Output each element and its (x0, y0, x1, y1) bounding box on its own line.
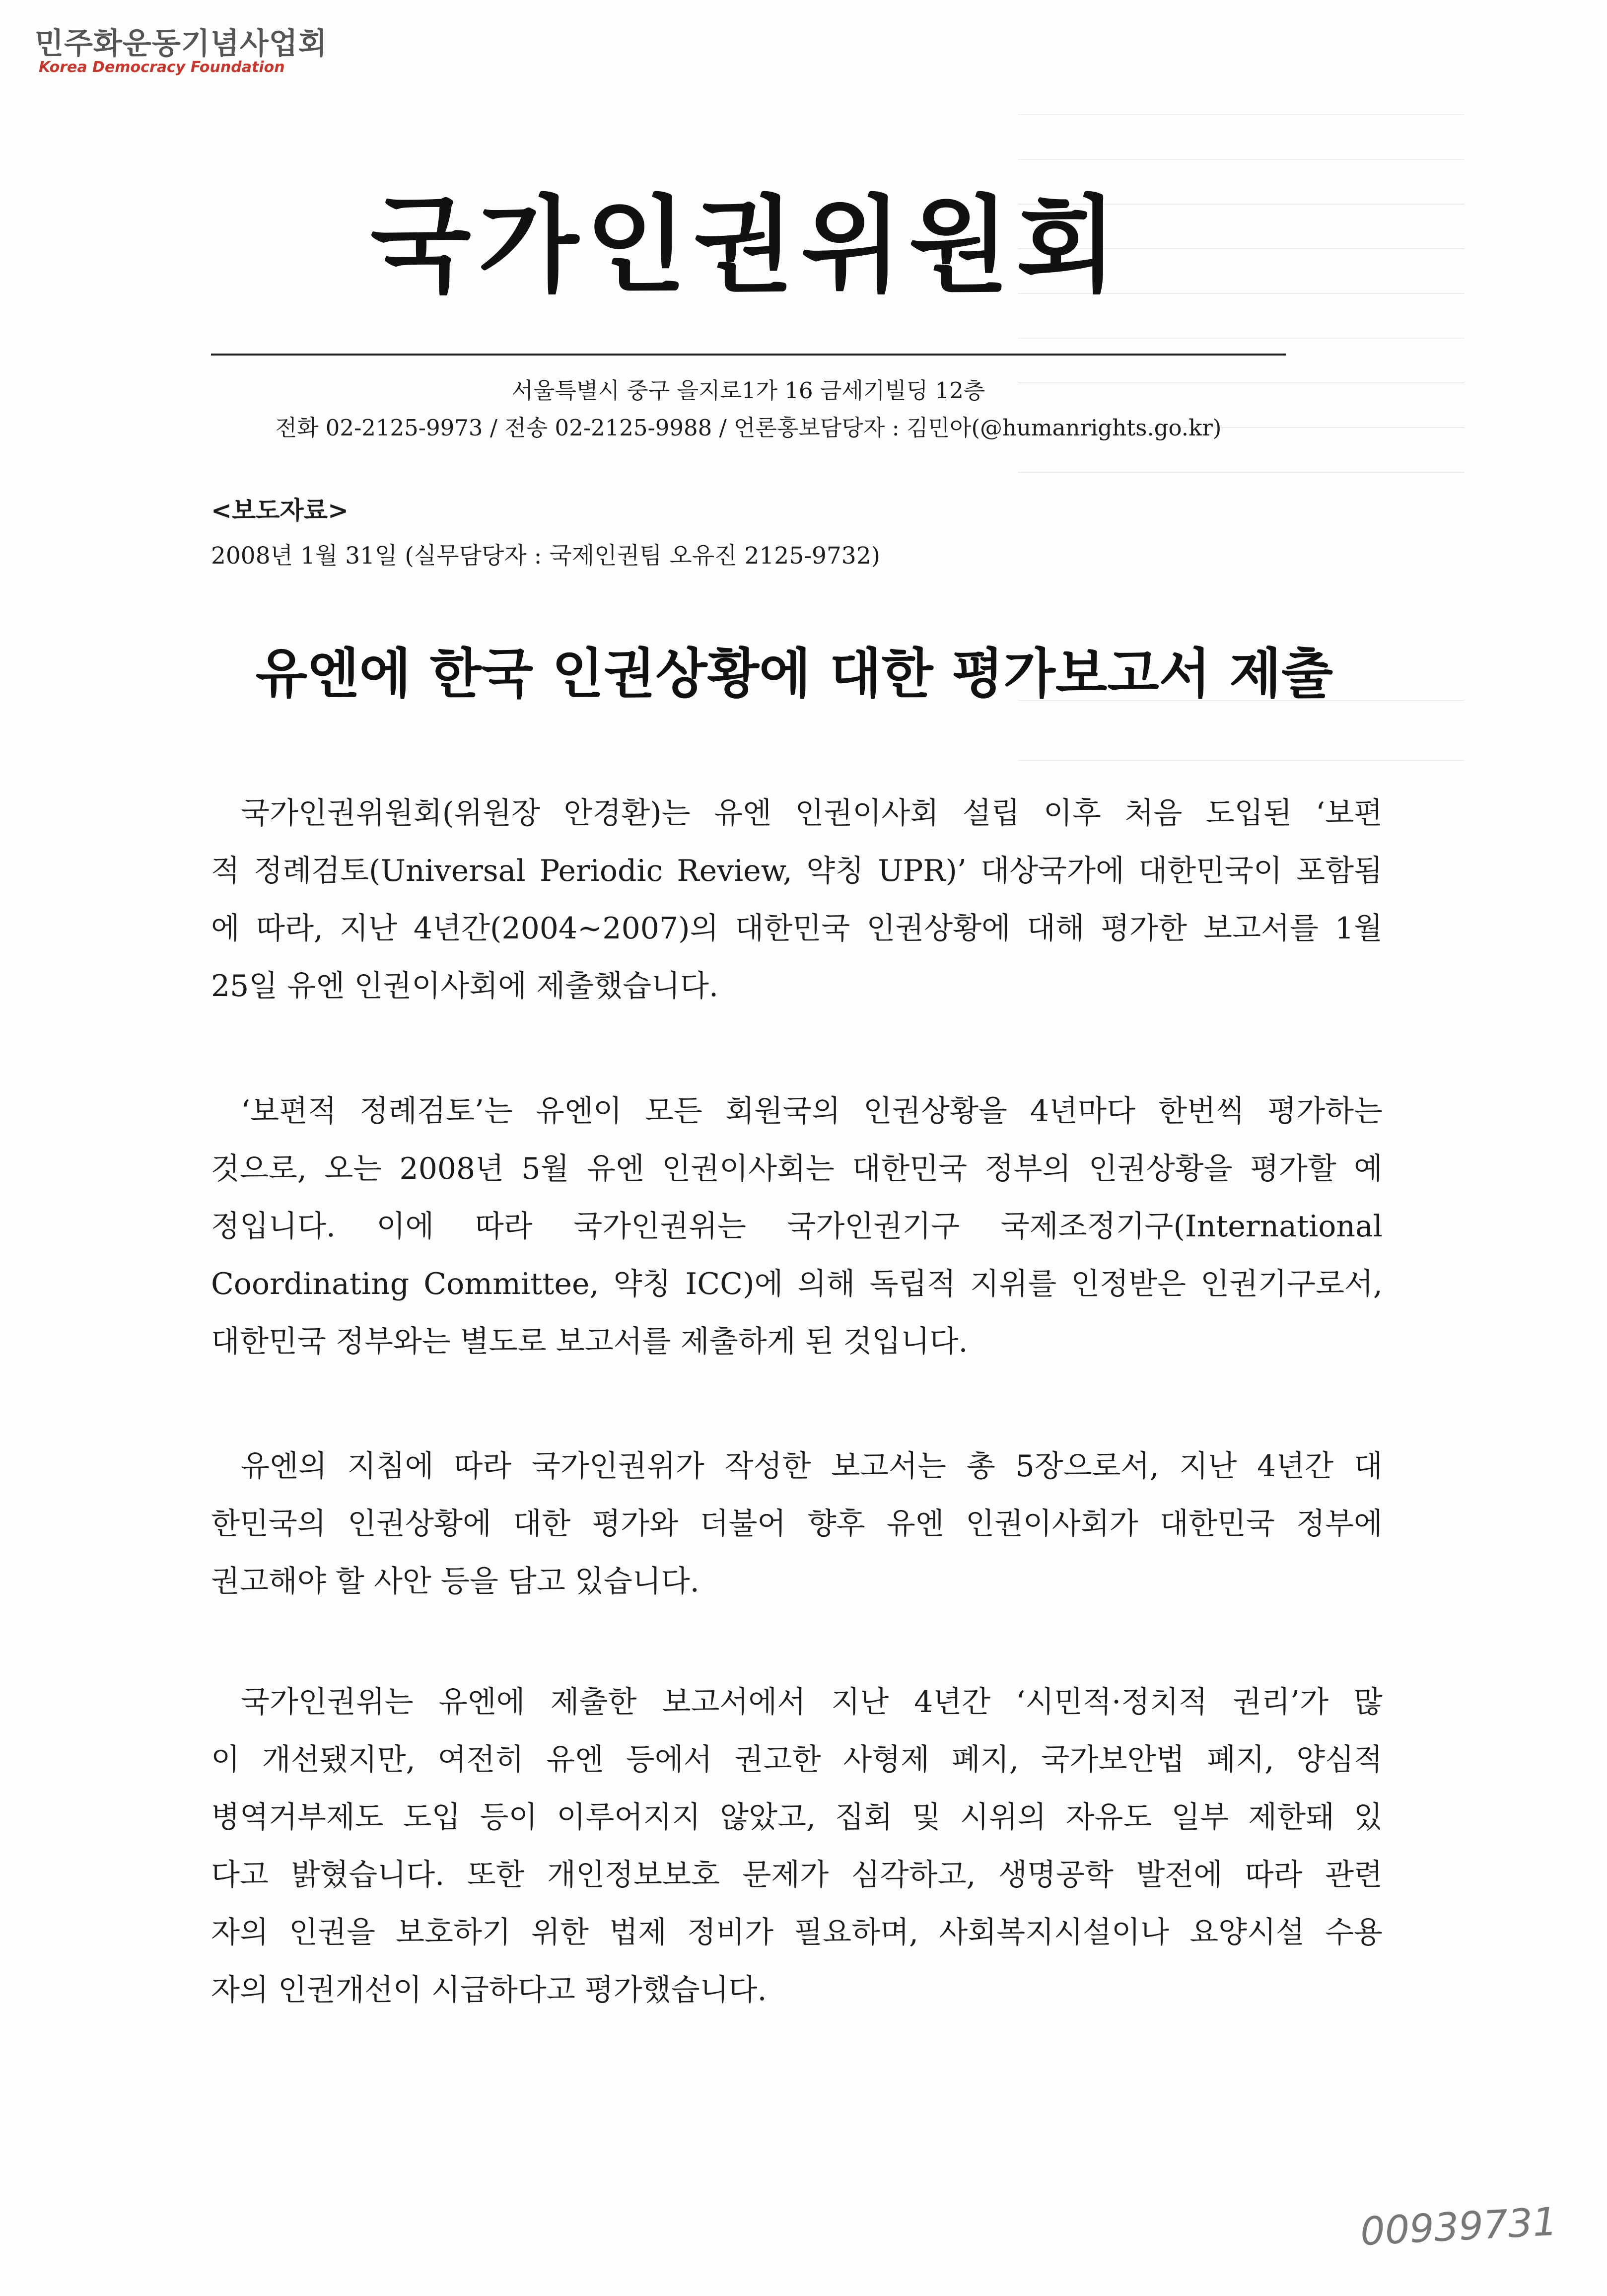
body-paragraph-1 (211, 785, 1383, 1015)
organization-address: 서울특별시 중구 을지로1가 16 금세기빌딩 12층 (511, 377, 985, 404)
organization-contact: 전화 02-2125-9973 / 전송 02-2125-9988 / 언론홍보담당자 : 김민아(@humanrights.go.kr) (275, 415, 1222, 441)
press-release-label: <보도자료> (211, 496, 349, 525)
press-release-headline: 유엔에 한국 인권상황에 대한 평가보고서 제출 (255, 643, 1333, 705)
paragraph-line: 병역거부제도 도입 등이 이루어지지 않았고, 집회 및 시위의 자유도 일부 제한돼 있 (211, 1800, 1383, 1835)
paragraph-line: 권고해야 할 사안 등을 담고 있습니다. (211, 1564, 699, 1599)
body-paragraph-3 (211, 1437, 1383, 1610)
paragraph-line: 자의 인권을 보호하기 위한 법제 정비가 필요하며, 사회복지시설이나 요양시설 수용 (211, 1915, 1383, 1950)
paragraph-line: 다고 밝혔습니다. 또한 개인정보보호 문제가 심각하고, 생명공학 발전에 따라 관련 (211, 1858, 1383, 1892)
release-date-line: 2008년 1월 31일 (실무담당자 : 국제인권팀 오유진 2125-9732) (211, 542, 880, 570)
body-paragraph-4 (211, 1673, 1383, 2019)
paragraph-line: 이 개선됐지만, 여전히 유엔 등에서 권고한 사형제 폐지, 국가보안법 폐지, 양심적 (211, 1742, 1383, 1777)
body-paragraph-2 (211, 1082, 1383, 1370)
paragraph-line: 정입니다. 이에 따라 국가인권위는 국가인권기구 국제조정기구(International (211, 1209, 1383, 1244)
paragraph-line: 유엔의 지침에 따라 국가인권위가 작성한 보고서는 총 5장으로서, 지난 4년간 대 (241, 1449, 1383, 1484)
paragraph-line: 것으로, 오는 2008년 5월 유엔 인권이사회는 대한민국 정부의 인권상황을 평가할 예 (211, 1151, 1383, 1186)
paragraph-line: 자의 인권개선이 시급하다고 평가했습니다. (211, 1973, 767, 2008)
header-divider (211, 354, 1286, 356)
paragraph-line: 25일 유엔 인권이사회에 제출했습니다. (211, 969, 719, 1004)
foundation-logo-korean: 민주화운동기념사업회 (35, 26, 328, 61)
paragraph-line: 한민국의 인권상황에 대한 평가와 더불어 향후 유엔 인권이사회가 대한민국 정부에 (211, 1507, 1383, 1541)
foundation-logo (35, 20, 328, 79)
foundation-logo-english: Korea Democracy Foundation (39, 59, 285, 76)
paragraph-line: 적 정례검토(Universal Periodic Review, 약칭 UPR)’ 대상국가에 대한민국이 포함됨 (211, 854, 1383, 888)
paragraph-line: 국가인권위는 유엔에 제출한 보고서에서 지난 4년간 ‘시민적·정치적 권리’가 많 (241, 1685, 1383, 1720)
paragraph-line: 대한민국 정부와는 별도로 보고서를 제출하게 된 것입니다. (211, 1324, 968, 1359)
paragraph-line: ‘보편적 정례검토’는 유엔이 모든 회원국의 인권상황을 4년마다 한번씩 평가하는 (241, 1094, 1383, 1129)
paragraph-line: 에 따라, 지난 4년간(2004~2007)의 대한민국 인권상황에 대해 평가한 보고서를 1월 (211, 911, 1383, 946)
paragraph-line: 국가인권위원회(위원장 안경환)는 유엔 인권이사회 설립 이후 처음 도입된 ‘보편 (241, 796, 1383, 831)
paragraph-line: Coordinating Committee, 약칭 ICC)에 의해 독립적 지위를 인정받은 인권기구로서, (211, 1267, 1383, 1301)
handwritten-document-number: 00939731 (1359, 2199, 1559, 2255)
organization-title: 국가인권위원회 (370, 185, 1124, 306)
